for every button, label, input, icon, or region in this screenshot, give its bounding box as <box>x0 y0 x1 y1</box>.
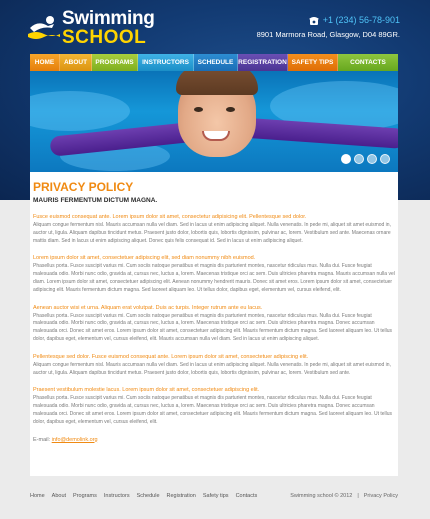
footer-link-about[interactable]: About <box>51 493 67 499</box>
water-ripple <box>30 91 130 131</box>
slider-dot-4[interactable] <box>380 154 390 164</box>
footer-link-registration[interactable]: Registration <box>166 493 196 499</box>
email-label: E-mail: <box>33 436 51 443</box>
address-text: 8901 Marmora Road, Glasgow, D04 89GR. <box>256 30 400 39</box>
phone-text: +1 (234) 56-78-901 <box>322 15 400 25</box>
swimmer-logo-icon <box>28 12 60 42</box>
child-eye <box>226 107 235 112</box>
section-body: Phasellus porta. Fusce suscipit varius mi. Cum sociis natoque penatibus et magnis dis parturient montes, nascetur ridiculus mus. Nulla dui. Fusce feugiat malesuada odio. Morbi nunc odio, gravida at, cursus nec, luctus a, lorem. Maecenas tristique orci ac sem. Duis ultricies pharetra magna. Donec accumsan malesuada orci. Donec sit amet eros. Lorem ipsum dolor sit amet, consectetuer adipiscing elit. Mauris fermentum dictum magna. Sed laoreet aliquam leo. Ut tellus dolor, dapibus eget, elementum vel, cursus eleifend, elit. <box>33 395 393 425</box>
nav-contacts[interactable]: CONTACTS <box>338 54 398 71</box>
footer-link-safety-tips[interactable]: Safety tips <box>202 493 229 499</box>
page-title: PRIVACY POLICY <box>33 180 134 194</box>
slider-pagination <box>341 154 390 164</box>
footer-link-schedule[interactable]: Schedule <box>136 493 160 499</box>
policy-section <box>33 255 395 294</box>
page-subtitle: MAURIS FERMENTUM DICTUM MAGNA. <box>33 197 158 204</box>
nav-about[interactable]: ABOUT <box>60 54 92 71</box>
child-hair-image <box>176 71 258 95</box>
nav-programs[interactable]: PROGRAMS <box>92 54 138 71</box>
phone-icon <box>309 16 319 25</box>
main-nav <box>30 54 398 71</box>
site-footer <box>0 476 430 519</box>
section-body: Phasellus porta. Fusce suscipit varius mi. Cum sociis natoque penatibus et magnis dis parturient montes, nascetur ridiculus mus. Nulla dui. Fusce feugiat malesuada odio. Morbi nunc odio, gravida at, cursus nec, luctus a, lorem. Maecenas tristique orci ac sem. Duis ultricies pharetra magna. Mauris accumsan nulla vel diam. Lorem ipsum dolor sit amet, consectetuer adipiscing elit. Aenean nonummy hendrerit mauris. Donec sit amet eros. Lorem ipsum dolor sit amet, consectetuer adipiscing elit. Mauris fermentum dictum magna. Sed laoreet aliquam leo. Ut tellus dolor, dapibus eget, elementum vel, cursus eleifend, elit. <box>33 263 395 293</box>
hero-slider <box>30 71 398 172</box>
email-link[interactable]: info@demolink.org <box>51 436 98 443</box>
section-body: Aliquam congue fermentum nisl. Mauris accumsan nulla vel diam. Sed in lacus ut enim adipiscing aliquet. Nulla venenatis. In pede mi, aliquet sit amet euismod in, auctor ut, ligula. Aliquam dapibus tincidunt metus. Praesent justo dolor, lobortis quis, lobortis dignissim, pulvinar ac, lorem. Vestibulum sed ante. Maecenas ornare mattis diam. Sed in lacus ut enim adipiscing aliquet. Donec quis felis consequat id. Sed in lacus ut enim adipiscing aliquet. <box>33 222 391 244</box>
main-content <box>30 172 398 476</box>
nav-registration[interactable]: REGISTRATION <box>238 54 288 71</box>
section-heading: Aenean auctor wisi et urna. Aliquam erat volutpat. Duis ac turpis. Integer rutrum ante eu lacus. <box>33 304 263 311</box>
slider-dot-3[interactable] <box>367 154 377 164</box>
footer-link-programs[interactable]: Programs <box>73 493 97 499</box>
policy-section <box>33 305 395 344</box>
footer-link-contacts[interactable]: Contacts <box>235 493 258 499</box>
copyright-text: Swimming school © 2012 <box>290 493 353 499</box>
nav-home[interactable]: HOME <box>30 54 60 71</box>
policy-section <box>33 387 395 426</box>
policy-section <box>33 354 395 378</box>
child-eye <box>194 107 203 112</box>
section-heading: Praesent vestibulum molestie lacus. Lorem ipsum dolor sit amet, consectetuer adipiscing elit. <box>33 387 260 394</box>
logo-text-swimming: Swimming <box>62 8 155 29</box>
email-line <box>33 437 395 443</box>
nav-instructors[interactable]: INSTRUCTORS <box>138 54 194 71</box>
section-body: Aliquam congue fermentum nisl. Mauris accumsan nulla vel diam. Sed in lacus ut enim adipiscing aliquet. Nulla venenatis. In pede mi, aliquet sit amet euismod in, auctor ut, ligula. Aliquam dapibus tincidunt metus. Praesent justo dolor, lobortis quis, lobortis dignissim, pulvinar ac, lorem. Vestibulum sed ante. <box>33 361 391 376</box>
section-heading: Fusce euismod consequat ante. Lorem ipsum dolor sit amet, consectetur adipisicing elit. Pellentesque sed dolor. <box>33 214 307 220</box>
footer-link-instructors[interactable]: Instructors <box>103 493 130 499</box>
copyright: Swimming school © 2012 | Privacy Policy <box>290 493 398 499</box>
site-logo[interactable] <box>28 10 168 46</box>
policy-section <box>33 214 395 245</box>
contact-info <box>257 15 400 39</box>
section-heading: Lorem ipsum dolor sit amet, consectetuer adipiscing elit, sed diam nonummy nibh euismod. <box>33 255 256 262</box>
nav-safety-tips[interactable]: SAFETY TIPS <box>288 54 338 71</box>
section-heading: Pellentesque sed dolor. Fusce euismod consequat ante. Lorem ipsum dolor sit amet, consectetuer adipiscing elit. <box>33 353 309 360</box>
footer-nav <box>30 493 257 499</box>
nav-schedule[interactable]: SCHEDULE <box>194 54 238 71</box>
logo-text-school: SCHOOL <box>62 27 147 48</box>
slider-dot-1[interactable] <box>341 154 351 164</box>
privacy-policy-link[interactable]: Privacy Policy <box>363 493 398 499</box>
slider-dot-2[interactable] <box>354 154 364 164</box>
section-body: Phasellus porta. Fusce suscipit varius mi. Cum sociis natoque penatibus et magnis dis parturient montes, nascetur ridiculus mus. Nulla dui. Fusce feugiat malesuada odio. Morbi nunc odio, gravida at, cursus nec, luctus a, lorem. Maecenas tristique orci ac sem. Duis ultricies pharetra magna. Donec accumsan malesuada orci. Donec sit amet eros. Lorem ipsum dolor sit amet, consectetuer adipiscing elit. Mauris fermentum dictum magna. Sed laoreet aliquam leo. Ut tellus dolor, dapibus eget, elementum vel, cursus eleifend, elit. Mauris accumsan nulla vel diam. Sed in lacus ut enim adipiscing aliquet. <box>33 312 393 342</box>
footer-link-home[interactable]: Home <box>30 493 45 499</box>
phone-number <box>257 15 400 25</box>
